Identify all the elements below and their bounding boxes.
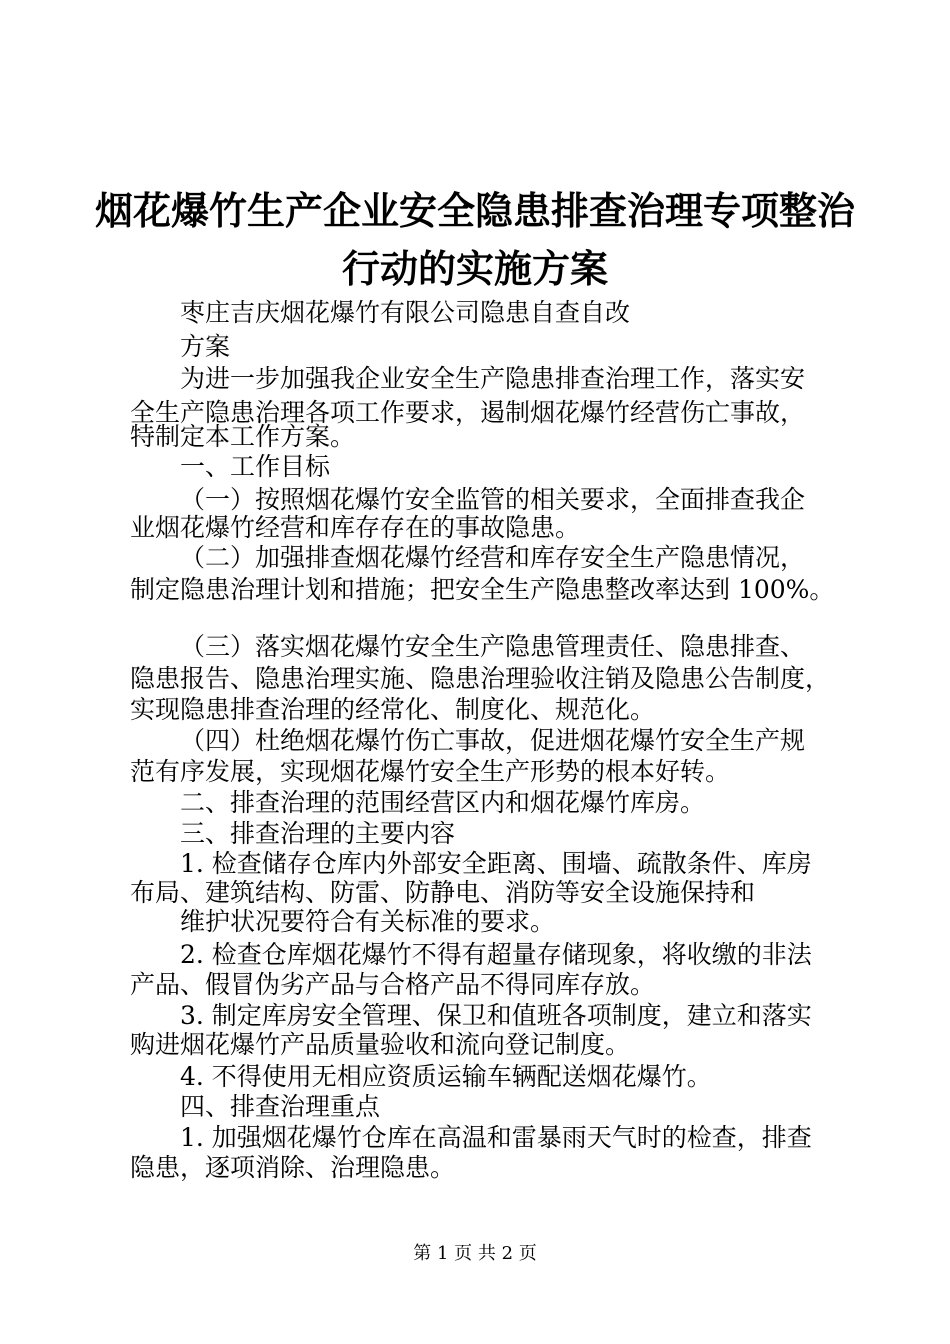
section-heading: 二、排查治理的范围经营区内和烟花爆竹库房。: [180, 788, 706, 817]
body-line: （四）杜绝烟花爆竹伤亡事故，促进烟花爆竹安全生产规: [180, 726, 806, 755]
document-title-line-1: 烟花爆竹生产企业安全隐患排查治理专项整治: [94, 188, 855, 233]
body-line: 制定隐患治理计划和措施；把安全生产隐患整改率达到 100%。: [130, 575, 835, 604]
body-line: （二）加强排查烟花爆竹经营和库存安全生产隐患情况，: [180, 543, 806, 572]
body-line: 维护状况要符合有关标准的要求。: [180, 907, 556, 936]
section-heading: 三、排查治理的主要内容: [180, 819, 456, 848]
body-line: 实现隐患排查治理的经常化、制度化、规范化。: [130, 695, 656, 724]
body-line: 购进烟花爆竹产品质量验收和流向登记制度。: [130, 1030, 631, 1059]
section-heading: 一、工作目标: [180, 452, 331, 481]
body-line: 全生产隐患治理各项工作要求，遏制烟花爆竹经营伤亡事故，: [130, 398, 806, 427]
body-line: 1. 加强烟花爆竹仓库在高温和雷暴雨天气时的检查，排查: [180, 1123, 812, 1152]
body-line: 2. 检查仓库烟花爆竹不得有超量存储现象，将收缴的非法: [180, 940, 812, 969]
document-title-line-2: 行动的实施方案: [341, 246, 608, 291]
body-line: 范有序发展，实现烟花爆竹安全生产形势的根本好转。: [130, 757, 731, 786]
body-line: 业烟花爆竹经营和库存存在的事故隐患。: [130, 513, 581, 542]
body-line: 枣庄吉庆烟花爆竹有限公司隐患自查自改: [180, 298, 631, 327]
body-line: 特制定本工作方案。: [130, 422, 356, 451]
body-line: 为进一步加强我企业安全生产隐患排查治理工作，落实安: [180, 364, 806, 393]
body-line: 3. 制定库房安全管理、保卫和值班各项制度，建立和落实: [180, 1001, 812, 1030]
body-line: 隐患，逐项消除、治理隐患。: [130, 1153, 456, 1182]
body-line: 隐患报告、隐患治理实施、隐患治理验收注销及隐患公告制度，: [130, 664, 831, 693]
body-line: 1. 检查储存仓库内外部安全距离、围墙、疏散条件、库房: [180, 849, 812, 878]
page-number-footer: 第 1 页 共 2 页: [413, 1243, 537, 1264]
section-heading: 四、排查治理重点: [180, 1092, 381, 1121]
body-line: （三）落实烟花爆竹安全生产隐患管理责任、隐患排查、: [180, 632, 806, 661]
body-line: 方案: [180, 332, 231, 361]
body-line: （一）按照烟花爆竹安全监管的相关要求，全面排查我企: [180, 485, 806, 514]
body-line: 布局、建筑结构、防雷、防静电、消防等安全设施保持和: [130, 878, 756, 907]
body-line: 产品、假冒伪劣产品与合格产品不得同库存放。: [130, 970, 656, 999]
body-line: 4. 不得使用无相应资质运输车辆配送烟花爆竹。: [180, 1062, 712, 1091]
